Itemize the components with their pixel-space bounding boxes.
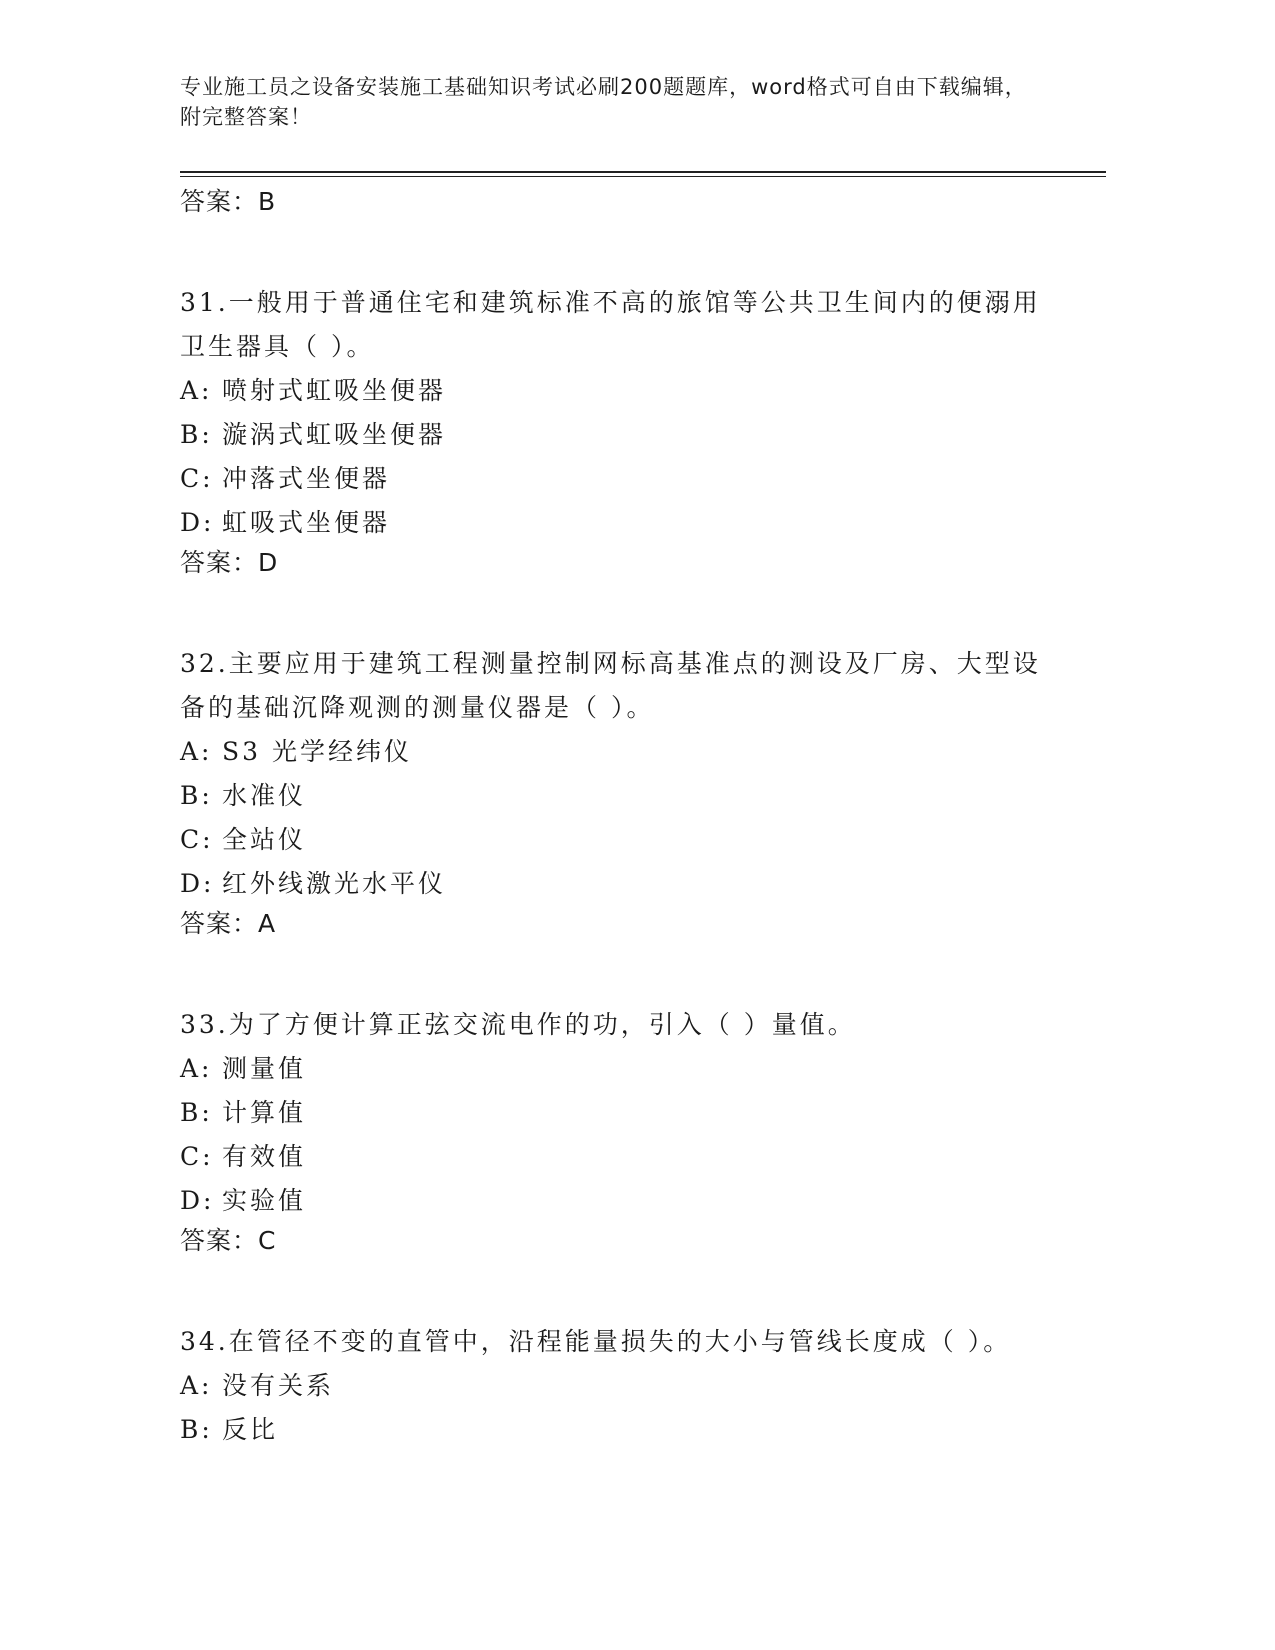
option-text: 全站仪 [222, 825, 307, 854]
option-text: 红外线激光水平仪 [222, 869, 447, 898]
option-c [180, 818, 1060, 862]
option-a [180, 1364, 1060, 1408]
option-text: 漩涡式虹吸坐便器 [222, 420, 447, 449]
option-text: 实验值 [222, 1186, 307, 1215]
option-a [180, 730, 1060, 774]
option-c [180, 457, 1060, 501]
option-letter: B: [180, 420, 213, 449]
option-text: 喷射式虹吸坐便器 [222, 376, 447, 405]
question-31 [180, 281, 1060, 581]
option-a [180, 369, 1060, 413]
option-c [180, 1135, 1060, 1179]
option-letter: D: [180, 508, 215, 537]
option-letter: A: [180, 1054, 213, 1083]
option-text: 测量值 [222, 1054, 307, 1083]
option-letter: C: [180, 1142, 214, 1171]
option-text: 反比 [222, 1415, 279, 1444]
option-text: 有效值 [222, 1142, 307, 1171]
question-stem: 34.在管径不变的直管中，沿程能量损失的大小与管线长度成（ ）。 [180, 1327, 1012, 1356]
option-text: 计算值 [222, 1098, 307, 1127]
option-b [180, 413, 1060, 457]
question-stem: 33.为了方便计算正弦交流电作的功，引入（ ）量值。 [180, 1010, 856, 1039]
document-header: 专业施工员之设备安装施工基础知识考试必刷200题题库，word格式可自由下载编辑，附完整答案！ [180, 75, 1027, 129]
option-a [180, 1047, 1060, 1091]
answer: 答案：D [180, 548, 279, 577]
option-text: 虹吸式坐便器 [222, 508, 391, 537]
option-letter: C: [180, 464, 214, 493]
option-d [180, 501, 1060, 545]
answer: 答案：C [180, 1226, 277, 1255]
option-b [180, 774, 1060, 818]
question-stem: 32.主要应用于建筑工程测量控制网标高基准点的测设及厂房、大型设备的基础沉降观测的测量仪器是（ ）。 [180, 649, 1041, 722]
option-text: 水准仪 [222, 781, 307, 810]
option-letter: B: [180, 781, 213, 810]
option-letter: B: [180, 1098, 213, 1127]
option-text: S3 光学经纬仪 [222, 737, 412, 766]
option-b [180, 1091, 1060, 1135]
option-d [180, 1179, 1060, 1223]
option-b [180, 1408, 1060, 1452]
header-divider-thick [180, 171, 1106, 173]
header-divider-thin [180, 176, 1106, 177]
question-list [180, 184, 1060, 1452]
question-34 [180, 1320, 1060, 1452]
option-letter: A: [180, 737, 213, 766]
option-text: 冲落式坐便器 [222, 464, 391, 493]
option-letter: D: [180, 1186, 215, 1215]
question-32 [180, 642, 1060, 942]
option-text: 没有关系 [222, 1371, 335, 1400]
option-letter: A: [180, 1371, 213, 1400]
option-d [180, 862, 1060, 906]
option-letter: A: [180, 376, 213, 405]
question-33 [180, 1003, 1060, 1259]
answer: 答案：A [180, 909, 277, 938]
option-letter: C: [180, 825, 214, 854]
previous-answer: 答案：B [180, 187, 277, 216]
option-letter: B: [180, 1415, 213, 1444]
option-letter: D: [180, 869, 215, 898]
question-stem: 31.一般用于普通住宅和建筑标准不高的旅馆等公共卫生间内的便溺用卫生器具（ ）。 [180, 288, 1041, 361]
